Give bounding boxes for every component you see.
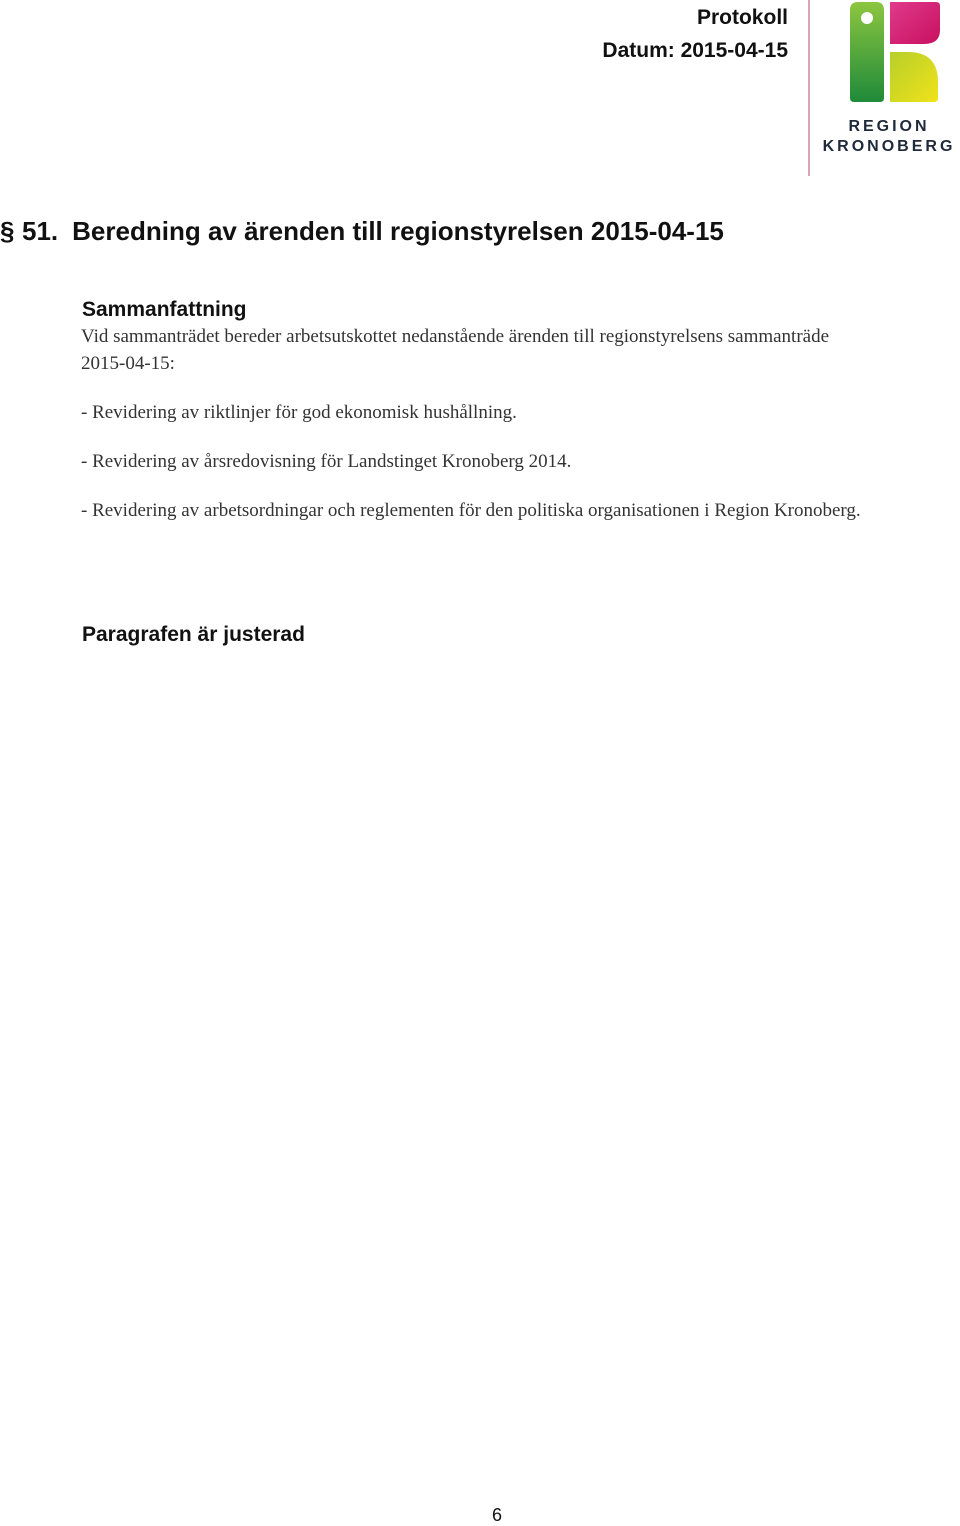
header-divider bbox=[808, 0, 810, 176]
region-kronoberg-logo bbox=[818, 0, 960, 160]
summary-heading: Sammanfattning bbox=[82, 298, 247, 321]
section-heading bbox=[0, 216, 724, 247]
section-title: Beredning av ärenden till regionstyrelsen 2015-04-15 bbox=[72, 216, 724, 246]
document-date: Datum: 2015-04-15 bbox=[602, 39, 788, 62]
section-symbol: § bbox=[0, 216, 15, 246]
document-type: Protokoll bbox=[696, 6, 788, 29]
summary-item: - Revidering av arbetsordningar och reglementen för den politiska organisationen i Region Kronoberg. bbox=[81, 500, 861, 521]
section-number: 51. bbox=[22, 216, 59, 246]
summary-item: - Revidering av riktlinjer för god ekonomisk hushållning. bbox=[81, 402, 517, 423]
page-number: 6 bbox=[491, 1505, 502, 1525]
summary-item: - Revidering av årsredovisning för Landstinget Kronoberg 2014. bbox=[81, 451, 572, 472]
logo-text-kronoberg: KRONOBERG bbox=[822, 138, 956, 155]
summary-text: Vid sammanträdet bereder arbetsutskottet nedanstående ärenden till regionstyrelsens sammanträde 2015-04-15: bbox=[81, 326, 830, 374]
logo-mark-icon bbox=[846, 0, 942, 108]
closing-statement: Paragrafen är justerad bbox=[82, 623, 305, 646]
logo-text-region: REGION bbox=[848, 118, 930, 135]
